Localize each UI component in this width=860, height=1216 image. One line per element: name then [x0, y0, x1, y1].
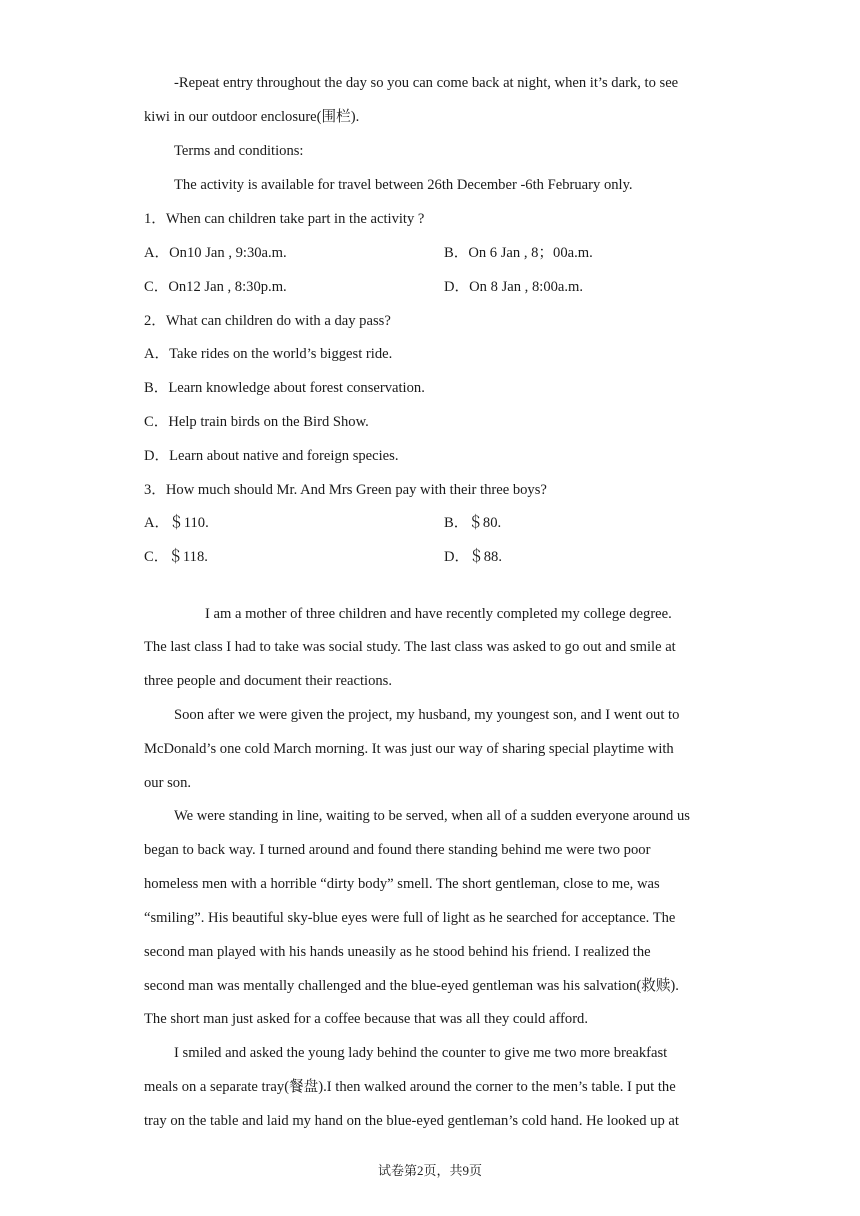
question-stem: 2．What can children do with a day pass? — [144, 313, 391, 329]
option-a: A．Take rides on the world’s biggest ride. — [144, 346, 393, 362]
option-c: C．＄118. — [144, 549, 208, 565]
passage-line: homeless men with a horrible “dirty body” smell. The short gentleman, close to me, was — [144, 876, 660, 892]
passage-line: We were standing in line, waiting to be served, when all of a sudden everyone around us — [174, 808, 690, 824]
intro-line: -Repeat entry throughout the day so you can come back at night, when it’s dark, to see — [174, 75, 679, 91]
option-b: B．Learn knowledge about forest conservation. — [144, 380, 425, 396]
question-stem: 1．When can children take part in the activity ? — [144, 211, 425, 227]
option-b: B．On 6 Jan , 8；00a.m. — [444, 245, 593, 261]
passage-line: The short man just asked for a coffee because that was all they could afford. — [144, 1011, 589, 1027]
passage-line: began to back way. I turned around and found there standing behind me were two poor — [144, 842, 651, 858]
option-b: B．＄80. — [444, 515, 502, 531]
terms-heading: Terms and conditions: — [174, 143, 304, 159]
passage-line: McDonald’s one cold March morning. It was just our way of sharing special playtime with — [144, 741, 674, 757]
passage-line: three people and document their reactions. — [144, 673, 392, 689]
option-c: C．On12 Jan , 8:30p.m. — [144, 279, 287, 295]
option-c: C．Help train birds on the Bird Show. — [144, 414, 369, 430]
passage-line: I am a mother of three children and have recently completed my college degree. — [205, 606, 672, 622]
option-d: D．＄88. — [444, 549, 502, 565]
passage-line: tray on the table and laid my hand on the blue-eyed gentleman’s cold hand. He looked up at — [144, 1113, 679, 1129]
option-d: D．Learn about native and foreign species. — [144, 448, 399, 464]
passage-line: “smiling”. His beautiful sky-blue eyes were full of light as he searched for acceptance. The — [144, 910, 676, 926]
passage-line: The last class I had to take was social study. The last class was asked to go out and smile at — [144, 639, 676, 655]
passage-line: meals on a separate tray(餐盘).I then walked around the corner to the men’s table. I put the — [144, 1079, 676, 1095]
option-a: A．On10 Jan , 9:30a.m. — [144, 245, 287, 261]
option-a: A．＄110. — [144, 515, 209, 531]
passage-line: Soon after we were given the project, my husband, my youngest son, and I went out to — [174, 707, 680, 723]
intro-line: kiwi in our outdoor enclosure(围栏). — [144, 109, 360, 125]
page-footer: 试卷第2页，共9页 — [377, 1163, 482, 1178]
passage-line: second man was mentally challenged and the blue-eyed gentleman was his salvation(救赎). — [144, 978, 679, 994]
passage-line: I smiled and asked the young lady behind the counter to give me two more breakfast — [174, 1045, 668, 1061]
passage-line: second man played with his hands uneasily as he stood behind his friend. I realized the — [144, 944, 651, 960]
question-stem: 3．How much should Mr. And Mrs Green pay with their three boys? — [144, 482, 547, 498]
option-d: D．On 8 Jan , 8:00a.m. — [444, 279, 584, 295]
passage-line: our son. — [144, 775, 192, 791]
terms-line: The activity is available for travel between 26th December -6th February only. — [174, 177, 633, 193]
